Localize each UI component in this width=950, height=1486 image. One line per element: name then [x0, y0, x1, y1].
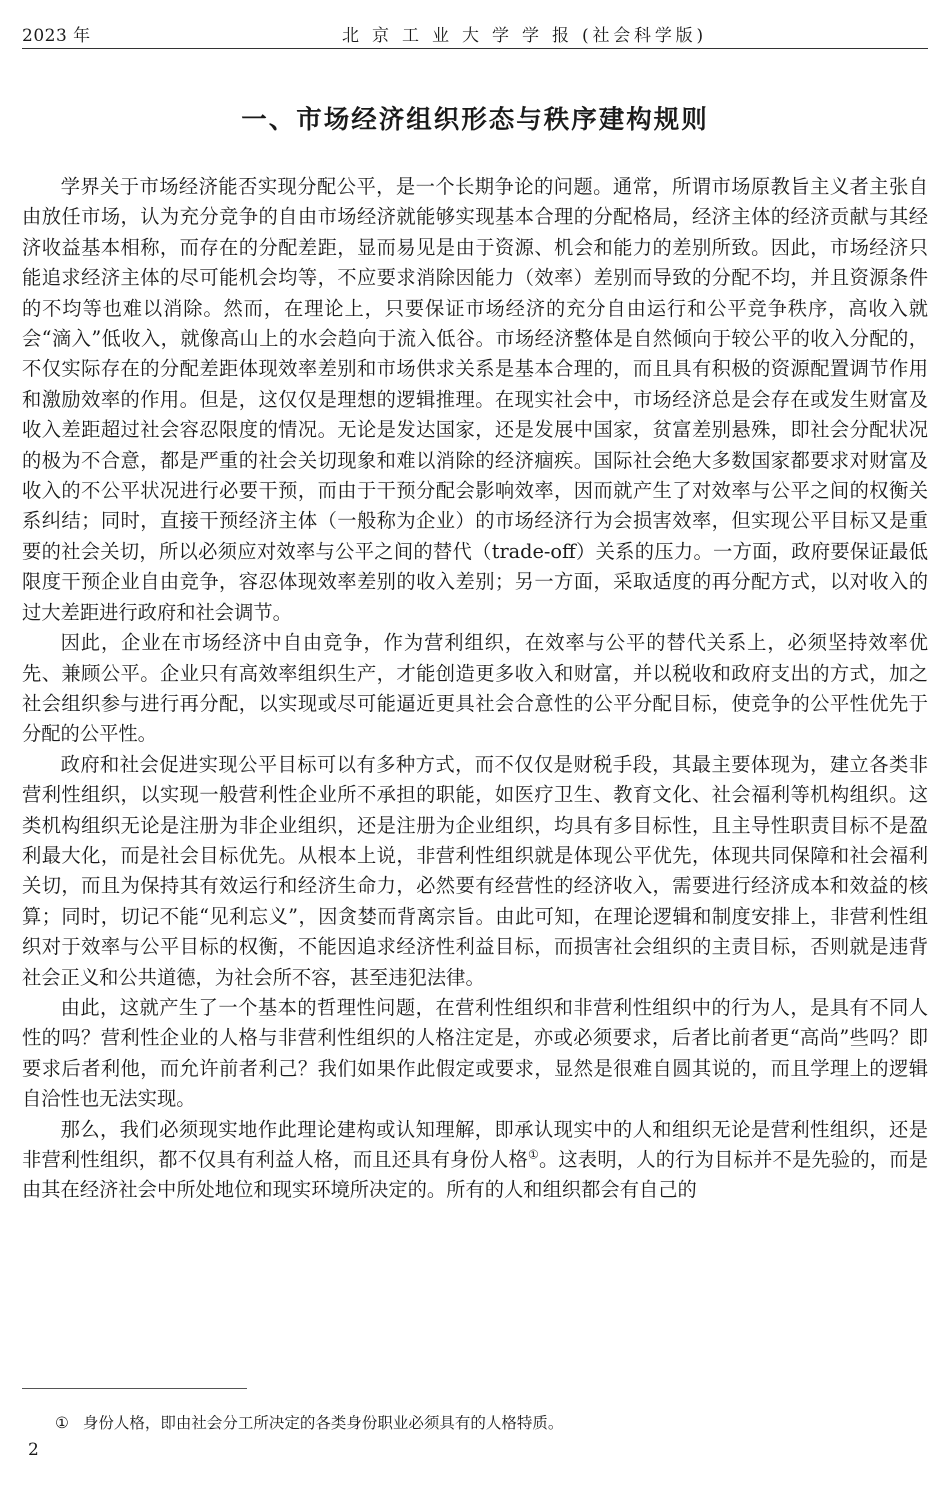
header-year: 2023 年 — [22, 26, 91, 46]
paragraph-4: 由此，这就产生了一个基本的哲理性问题，在营利性组织和非营利性组织中的行为人，是具有不同人性的吗？营利性企业的人格与非营利性组织的人格注定是，亦或必须要求，后者比前者更“高尚”些吗？即要求后者利他，而允许前者利己？我们如果作此假定或要求，显然是很难自圆其说的，而且学理上的逻辑自洽性也无法实现。 — [22, 995, 928, 1111]
section-title: 一、市场经济组织形态与秩序建构规则 — [241, 105, 709, 135]
running-header — [22, 18, 928, 48]
footnote — [55, 1411, 563, 1433]
paragraph-5 — [22, 1115, 928, 1206]
header-journal-title: 北 京 工 业 大 学 学 报 (社会科学版) — [342, 26, 707, 46]
footnote-reference[interactable]: ① — [528, 1147, 539, 1162]
paragraph-1: 学界关于市场经济能否实现分配公平，是一个长期争论的问题。通常，所谓市场原教旨主义者主张自由放任市场，认为充分竞争的自由市场经济就能够实现基本合理的分配格局，经济主体的经济贡献与其经济收益基本相称，而存在的分配差距，显而易见是由于资源、机会和能力的差别所致。因此，市场经济只能追求经济主体的尽可能机会均等，不应要求消除因能力（效率）差别而导致的分配不均，并且资源条件的不均等也难以消除。然而，在理论上，只要保证市场经济的充分自由运行和公平竞争秩序，高收入就会“滴入”低收入，就像高山上的水会趋向于流入低谷。市场经济整体是自然倾向于较公平的收入分配的，不仅实际存在的分配差距体现效率差别和市场供求关系是基本合理的，而且具有积极的资源配置调节作用和激励效率的作用。但是，这仅仅是理想的逻辑推理。在现实社会中，市场经济总是会存在或发生财富及收入差距超过社会容忍限度的情况。无论是发达国家，还是发展中国家，贫富差别悬殊，即社会分配状况的极为不合意，都是严重的社会关切现象和难以消除的经济痼疾。国际社会绝大多数国家都要求对财富及收入的不公平状况进行必要干预，而由于干预分配会影响效率，因而就产生了对效率与公平之间的权衡关系纠结；同时，直接干预经济主体（一般称为企业）的市场经济行为会损害效率，但实现公平目标又是重要的社会关切，所以必须应对效率与公平之间的替代（trade-off）关系的压力。一方面，政府要保证最低限度干预企业自由竞争，容忍体现效率差别的收入差别；另一方面，采取适度的再分配方式，以对收入的过大差距进行政府和社会调节。 — [22, 175, 928, 624]
footnote-rule — [22, 1388, 247, 1389]
page-number: 2 — [28, 1440, 39, 1460]
header-rule — [22, 48, 928, 49]
paragraph-2: 因此，企业在市场经济中自由竞争，作为营利组织，在效率与公平的替代关系上，必须坚持效率优先、兼顾公平。企业只有高效率组织生产，才能创造更多收入和财富，并以税收和政府支出的方式，加之社会组织参与进行再分配，以实现或尽可能逼近更具社会合意性的公平分配目标，使竞争的公平性优先于分配的公平性。 — [22, 631, 928, 746]
footnote-marker: ① — [55, 1414, 69, 1432]
footnote-text: 身份人格，即由社会分工所决定的各类身份职业必须具有的人格特质。 — [82, 1414, 564, 1432]
body-text — [22, 172, 928, 1206]
paragraph-5-text-b: 。这表明，人的行为目标并不是先验的，而是由其在经济社会中所处地位和现实环境所决定的。所有的人和组织都会有自己的 — [22, 1148, 929, 1202]
paragraph-5-text-a: 那么，我们必须现实地作此理论建构或认知理解，即承认现实中的人和组织无论是营利性组织，还是非营利性组织，都不仅具有利益人格，而且还具有身份人格 — [22, 1117, 928, 1171]
paragraph-3: 政府和社会促进实现公平目标可以有多种方式，而不仅仅是财税手段，其最主要体现为，建立各类非营利性组织，以实现一般营利性企业所不承担的职能，如医疗卫生、教育文化、社会福利等机构组织。这类机构组织无论是注册为非企业组织，还是注册为企业组织，均具有多目标性，且主导性职责目标不是盈利最大化，而是社会目标优先。从根本上说，非营利性组织就是体现公平优先，体现共同保障和社会福利关切，而且为保持其有效运行和经济生命力，必然要有经营性的经济收入，需要进行经济成本和效益的核算；同时，切记不能“见利忘义”，因贪婪而背离宗旨。由此可知，在理论逻辑和制度安排上，非营利性组织对于效率与公平目标的权衡，不能因追求经济性利益目标，而损害社会组织的主责目标，否则就是违背社会正义和公共道德，为社会所不容，甚至违犯法律。 — [22, 752, 928, 989]
